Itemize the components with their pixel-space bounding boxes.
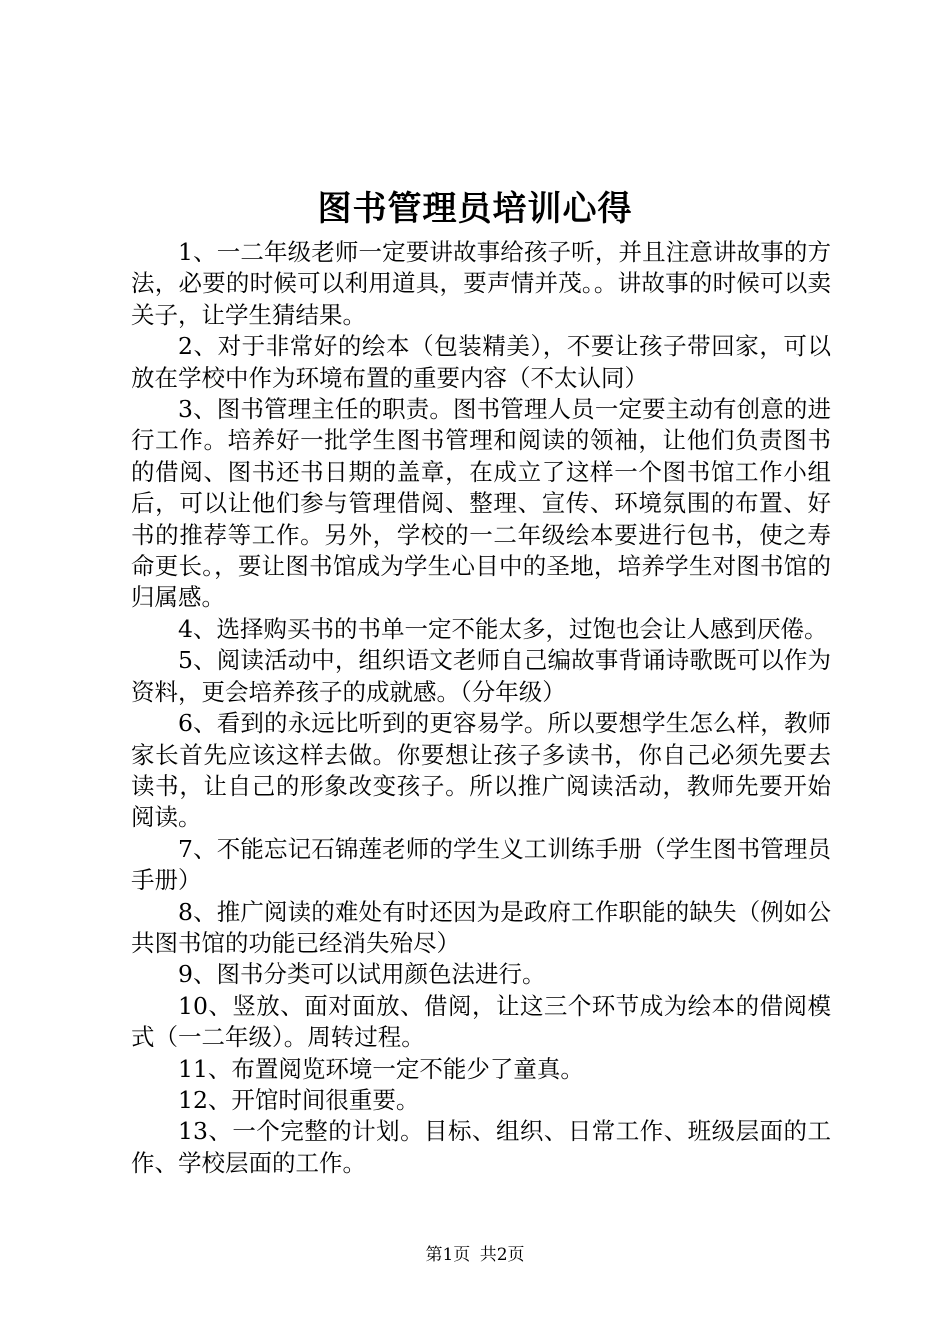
paragraph-6: 6、看到的永远比听到的更容易学。所以要想学生怎么样，教师家长首先应该这样去做。你要想让孩子多读书，你自己必须先要去读书，让自己的形象改变孩子。所以推广阅读活动，教师先要开始阅读。: [131, 709, 831, 832]
paragraph-7: 7、不能忘记石锦莲老师的学生义工训练手册（学生图书管理员手册）: [131, 834, 831, 895]
paragraph-2: 2、对于非常好的绘本（包装精美），不要让孩子带回家，可以放在学校中作为环境布置的重要内容（不太认同）: [131, 332, 831, 392]
page-number: 第1页: [425, 1245, 471, 1265]
paragraph-1: 1、一二年级老师一定要讲故事给孩子听，并且注意讲故事的方法，必要的时候可以利用道具，要声情并茂。。讲故事的时候可以卖关子，让学生猜结果。: [131, 238, 831, 329]
paragraph-5: 5、阅读活动中，组织语文老师自己编故事背诵诗歌既可以作为资料，更会培养孩子的成就感。（分年级）: [131, 646, 831, 706]
paragraph-8: 8、推广阅读的难处有时还因为是政府工作职能的缺失（例如公共图书馆的功能已经消失殆尽）: [131, 897, 831, 957]
paragraph-12: 12、开馆时间很重要。: [178, 1085, 420, 1114]
paragraph-13: 13、一个完整的计划。目标、组织、日常工作、班级层面的工作、学校层面的工作。: [131, 1117, 831, 1177]
page-total: 共2页: [479, 1245, 525, 1265]
document-title: 图书管理员培训心得: [317, 189, 633, 229]
page-footer: [0, 1243, 950, 1267]
paragraph-4: 4、选择购买书的书单一定不能太多，过饱也会让人感到厌倦。: [178, 614, 828, 643]
paragraph-9: 9、图书分类可以试用颜色法进行。: [178, 960, 546, 989]
paragraph-10: 10、竖放、面对面放、借阅，让这三个环节成为绘本的借阅模式（一二年级）。周转过程。: [131, 991, 831, 1052]
paragraph-11: 11、布置阅览环境一定不能少了童真。: [178, 1054, 584, 1083]
paragraph-3: 3、图书管理主任的职责。图书管理人员一定要主动有创意的进行工作。培养好一批学生图书管理和阅读的领袖，让他们负责图书的借阅、图书还书日期的盖章，在成立了这样一个图书馆工作小组后，可以让他们参与管理借阅、整理、宣传、环境氛围的布置、好书的推荐等工作。另外，学校的一二年级绘本要进行包书，使之寿命更长。，要让图书馆成为学生心目中的圣地，培养学生对图书馆的归属感。: [131, 395, 831, 612]
document-body: [131, 237, 831, 1179]
